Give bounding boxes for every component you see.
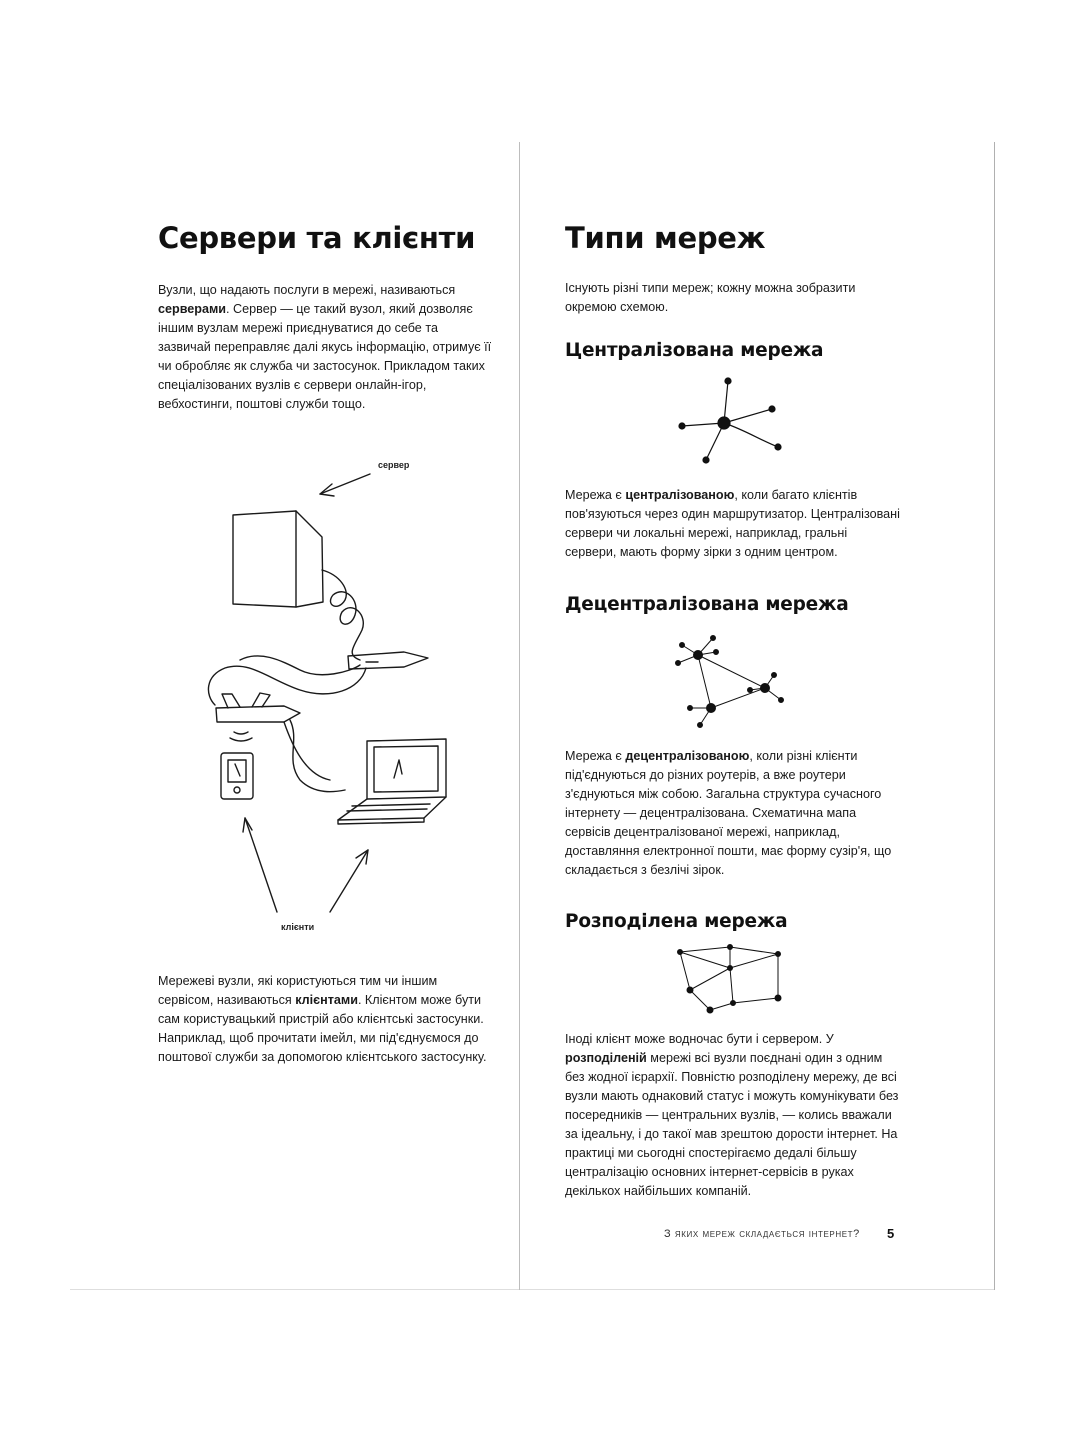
running-head: З яких мереж складається інтернет?: [664, 1228, 860, 1240]
centralized-term: централізованою: [625, 488, 735, 502]
servers-paragraph: Вузли, що надають послуги в мережі, називаються серверами. Сервер — це такий вузол, який дозволяє іншим вузлам мережі приєднуватися до себе та зазвичай переправляє далі якусь інформацію, отримує її чи обробляє як служба чи застосунок. Прикладом таких спеціалізованих вузлів є сервери онлайн-ігор, вебхостинги, поштові служби тощо.: [158, 283, 492, 411]
clients-paragraph: Мережеві вузли, які користуються тим чи іншим сервісом, називаються клієнтами. Клієнтом може бути сам користувацький пристрій або клієнтські застосунки. Наприклад, щоб прочитати імейл, ми під'єднуємося до поштової служби за допомогою клієнтського застосунку.: [158, 974, 487, 1064]
distributed-term: розподіленій: [565, 1051, 647, 1065]
server-label: сервер: [378, 460, 410, 470]
right-page-title: Типи мереж: [565, 221, 766, 255]
decentralized-paragraph: Мережа є децентралізованою, коли різні клієнти під'єднуються до різних роутерів, а вже роутери з'єднуються між собою. Загальна структура сучасного інтернету — децентралізована. Схематична мапа сервісів децентралізованої мережі, наприклад, доставляння електронної пошти, має форму сузір'я, що складається з безлічі зірок.: [565, 749, 892, 877]
left-page-title: Сервери та клієнти: [158, 221, 476, 255]
distributed-heading: Розподілена мережа: [565, 911, 788, 932]
distributed-paragraph: Іноді клієнт може водночас бути і сервером. У розподіленій мережі всі вузли поєднані один з одним без жодної ієрархії. Повністю розподілену мережу, де всі вузли мають однаковий статус і можуть комунікувати без посередників — центральних вузлів, — колись вважали за ідеальну, і до такої мав зрештою дорости інтернет. На практиці ми сьогодні спостерігаємо дедалі більшу централізацію основних інтернет-сервісів в руках декількох найбільших компаній.: [565, 1032, 899, 1198]
clients-label: клієнти: [281, 922, 315, 932]
network-types-intro: Існують різні типи мереж; кожну можна зобразити окремою схемою.: [565, 281, 856, 314]
decentralized-term: децентралізованою: [625, 749, 750, 763]
centralized-paragraph: Мережа є централізованою, коли багато клієнтів пов'язуються через один маршрутизатор. Централізовані сервери чи локальні мережі, наприклад, гральні сервери, мають форму зірки з одним центром.: [565, 488, 900, 559]
centralized-heading: Централізована мережа: [565, 340, 824, 361]
servers-term: серверами: [158, 302, 227, 316]
page-number: 5: [887, 1226, 895, 1241]
distributed-paragraph-block: [565, 1030, 900, 1201]
decentralized-heading: Децентралізована мережа: [565, 594, 849, 615]
clients-term: клієнтами: [295, 993, 358, 1007]
